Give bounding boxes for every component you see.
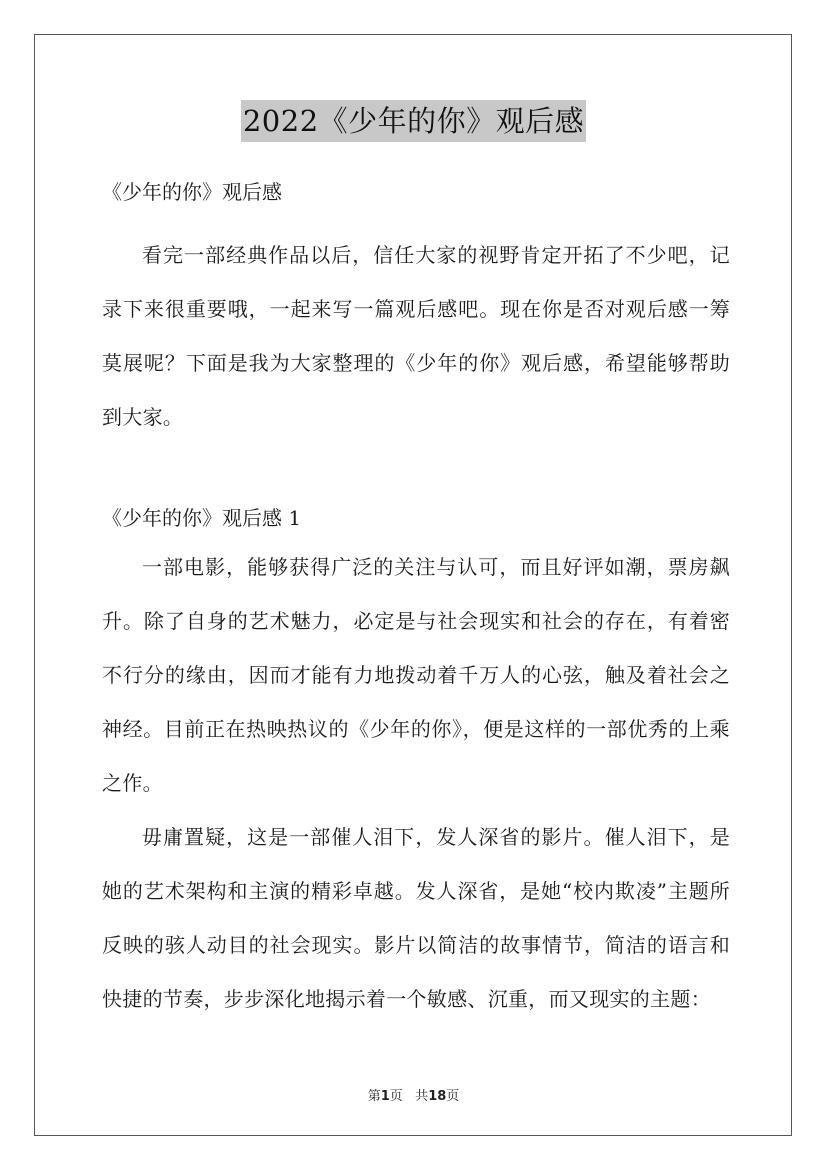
intro-paragraph: 看完一部经典作品以后，信任大家的视野肯定开拓了不少吧，记录下来很重要哦，一起来写一篇观后感吧。现在你是否对观后感一筹莫展呢？下面是我为大家整理的《少年的你》观后感，希望能够帮助到大家。 <box>102 243 730 429</box>
page-number-prefix: 第 <box>367 1089 381 1104</box>
current-page-number: 1 <box>380 1089 390 1104</box>
section-heading-intro: 《少年的你》观后感 <box>102 180 282 204</box>
total-pages-number: 18 <box>428 1089 447 1104</box>
body-paragraph-1: 一部电影，能够获得广泛的关注与认可，而且好评如潮，票房飙升。除了自身的艺术魅力，必定是与社会现实和社会的存在，有着密不行分的缘由，因而才能有力地拨动着千万人的心弦，触及着社会之神经。目前正在热映热议的《少年的你》，便是这样的一部优秀的上乘之作。 <box>102 555 730 795</box>
document-title: 2022《少年的你》观后感 <box>241 100 586 142</box>
page-number-suffix: 页 <box>389 1089 403 1104</box>
section-heading-1: 《少年的你》观后感 1 <box>102 506 302 530</box>
total-pages-suffix: 页 <box>446 1089 460 1104</box>
title-container <box>0 100 827 142</box>
spacer <box>102 214 730 228</box>
page-footer <box>0 1085 827 1104</box>
body-paragraph-2: 毋庸置疑，这是一部催人泪下，发人深省的影片。催人泪下，是她的艺术架构和主演的精彩卓越。发人深省，是她“校内欺凌”主题所反映的骇人动目的社会现实。影片以简洁的故事情节，简洁的语言和快捷的节奏，步步深化地揭示着一个敏感、沉重，而又现实的主题： <box>102 825 730 1011</box>
spacer <box>102 444 730 496</box>
total-pages-prefix: 共 <box>415 1089 429 1104</box>
document-body <box>102 170 730 1026</box>
